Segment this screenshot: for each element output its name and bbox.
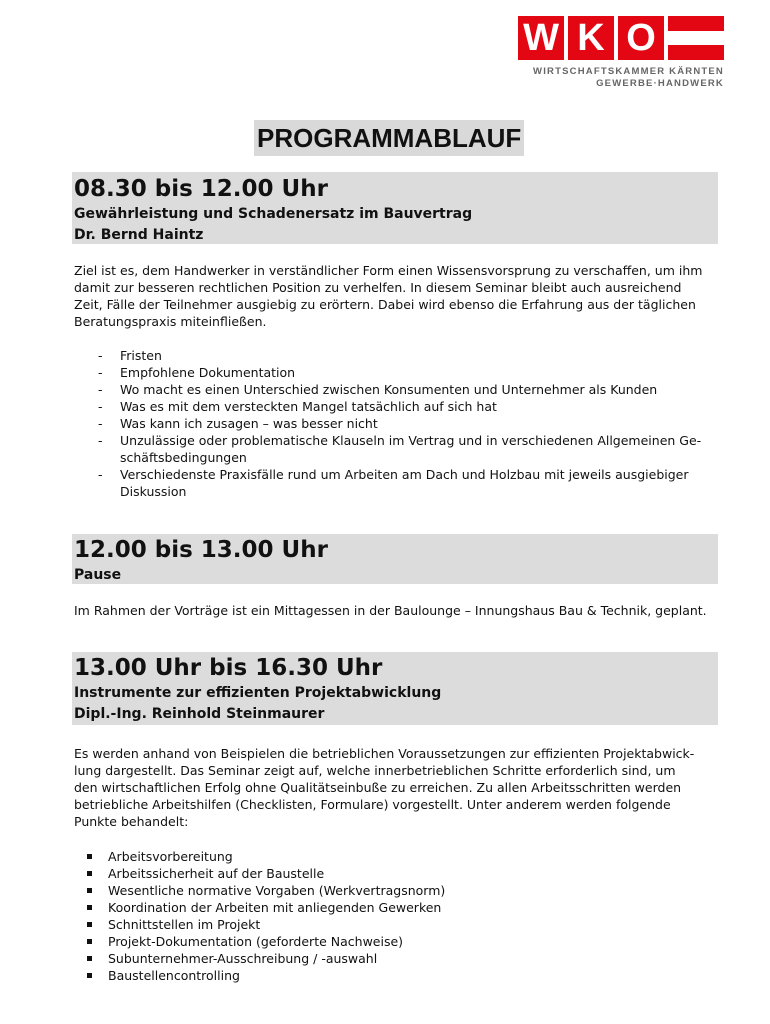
- section-1-speaker: Dr. Bernd Haintz: [74, 227, 204, 243]
- section-2-header: [72, 534, 718, 584]
- section-1-description-line: Zeit, Fälle der Teilnehmer ausgiebig zu erörtern. Dabei wird ebenso die Erfahrung aus der täglichen: [74, 297, 696, 312]
- wko-logo: [518, 16, 724, 89]
- section-2-time: 12.00 bis 13.00 Uhr: [74, 537, 328, 563]
- bullet-icon: [87, 854, 92, 859]
- section-3-description-line: Punkte behandelt:: [74, 814, 189, 829]
- logo-mark: [518, 16, 724, 60]
- list-item: - Empfohlene Dokumentation: [98, 365, 296, 380]
- section-2-description: [74, 602, 715, 619]
- section-3-description-line: betriebliche Arbeitshilfen (Checklisten, Formulare) vorgestellt. Unter anderem werden folgende: [74, 797, 671, 812]
- logo-letter-w: W: [518, 16, 564, 60]
- bullet-icon: [87, 973, 92, 978]
- section-1-topic-list: [74, 347, 718, 500]
- page-title: PROGRAMMABLAUF: [254, 120, 524, 156]
- list-item: Baustellencontrolling: [74, 967, 718, 984]
- section-3-topic-list: [74, 848, 718, 984]
- list-item: Arbeitsvorbereitung: [74, 848, 718, 865]
- section-1-description-line: Beratungspraxis miteinfließen.: [74, 314, 267, 329]
- logo-chamber-name: WIRTSCHAFTSKAMMER KÄRNTEN: [533, 66, 724, 77]
- section-1-time: 08.30 bis 12.00 Uhr: [74, 176, 328, 202]
- section-3-description: [74, 745, 715, 830]
- list-item: - Verschiedenste Praxisfälle rund um Arbeiten am Dach und Holzbau mit jeweils ausgiebiger Diskussion: [98, 467, 689, 499]
- section-1-description-line: Ziel ist es, dem Handwerker in verständlicher Form einen Wissensvorsprung zu verschaffen, um ihm: [74, 263, 703, 278]
- section-2-description-line: Im Rahmen der Vorträge ist ein Mittagessen in der Baulounge – Innungshaus Bau & Technik, geplant.: [74, 603, 707, 618]
- section-1-description: [74, 262, 715, 330]
- austria-flag-icon: [668, 16, 724, 60]
- bullet-icon: [87, 888, 92, 893]
- section-3-description-line: lung dargestellt. Das Seminar zeigt auf, welche innerbetrieblichen Schritte erforderlich sind, um: [74, 763, 676, 778]
- bullet-icon: [87, 939, 92, 944]
- list-item: Projekt-Dokumentation (geforderte Nachweise): [74, 933, 718, 950]
- section-3-time: 13.00 Uhr bis 16.30 Uhr: [74, 655, 383, 681]
- section-3-header: [72, 652, 718, 725]
- section-3-description-line: Es werden anhand von Beispielen die betrieblichen Voraussetzungen zur effizienten Projektabwick-: [74, 746, 695, 761]
- section-2-subtitle: Pause: [74, 567, 122, 583]
- list-item: Schnittstellen im Projekt: [74, 916, 718, 933]
- section-1-description-line: damit zur besseren rechtlichen Position zu verhelfen. In diesem Seminar bleibt auch ausreichend: [74, 280, 682, 295]
- list-item: - Wo macht es einen Unterschied zwischen Konsumenten und Unternehmer als Kunden: [98, 382, 658, 397]
- list-item: - Was kann ich zusagen – was besser nicht: [98, 416, 378, 431]
- section-1-header: [72, 172, 718, 244]
- bullet-icon: [87, 905, 92, 910]
- logo-letter-k: K: [568, 16, 614, 60]
- list-item: - Unzulässige oder problematische Klauseln im Vertrag und in verschiedenen Allgemeinen Ge- schäftsbedingungen: [98, 433, 702, 465]
- list-item: Wesentliche normative Vorgaben (Werkvertragsnorm): [74, 882, 718, 899]
- list-item: - Was es mit dem versteckten Mangel tatsächlich auf sich hat: [98, 399, 497, 414]
- logo-letter-o: O: [618, 16, 664, 60]
- section-1-subtitle: Gewährleistung und Schadenersatz im Bauvertrag: [74, 206, 473, 222]
- bullet-icon: [87, 871, 92, 876]
- list-item: Subunternehmer-Ausschreibung / -auswahl: [74, 950, 718, 967]
- bullet-icon: [87, 922, 92, 927]
- section-3-speaker: Dipl.-Ing. Reinhold Steinmaurer: [74, 706, 325, 722]
- list-item: Koordination der Arbeiten mit anliegenden Gewerken: [74, 899, 718, 916]
- section-3-description-line: den wirtschaftlichen Erfolg ohne Qualitätseinbuße zu erreichen. Zu allen Arbeitsschritten werden: [74, 780, 682, 795]
- logo-division-name: GEWERBE·HANDWERK: [596, 78, 724, 89]
- list-item: - Fristen: [98, 348, 162, 363]
- list-item: Arbeitssicherheit auf der Baustelle: [74, 865, 718, 882]
- bullet-icon: [87, 956, 92, 961]
- section-3-subtitle: Instrumente zur effizienten Projektabwicklung: [74, 685, 442, 701]
